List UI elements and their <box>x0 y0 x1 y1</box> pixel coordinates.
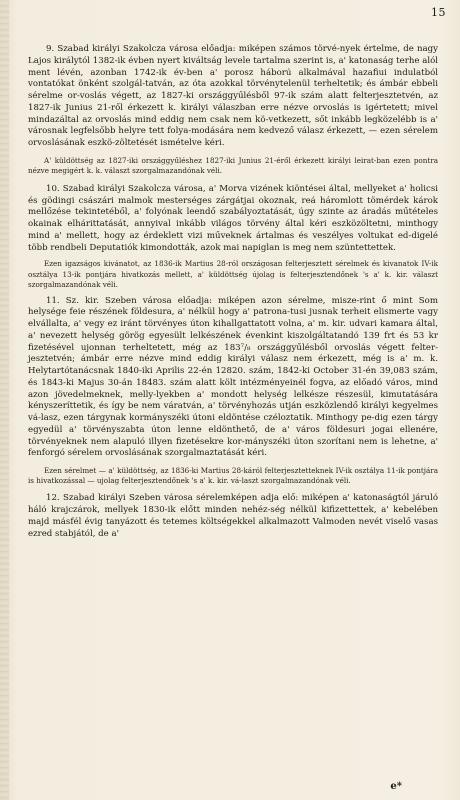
page-binding-edge <box>0 0 9 800</box>
entry-9-text: 9. Szabad királyi Szakolcza városa előadja: miképen számos törvé-nyek értelme, de nagy Lajos királytól 1382-ik évben nyert kiváltság levele tartalma szerint is, a' katonaság terhe alól ment lévén, azonban 1742-ik év-ben a' porosz háború alkalmával hazafiui indulatból vontatókat önként szolgál-tatván, az óta azokkal törvénytelenül terheltetik; és ámbár ebbeli sérelme or-voslás végett, az 1827-ki országgyűlésből 97-ik szám alatt felterjesztetvén, az 1827-ik Junius 21-ről érkezett k. királyi válaszban erre nézve orvoslás is igértetett; mivel mindazáltal az orvoslás mind eddig nem csak nem kö-vetkezett, sőt inkább legközelébb is a' városnak legfelsőbb helyre tett folya-modására nem kedvező válasz érkezett, — ezen sérelem orvoslásának eszkö-zöltetését ismételve kéri. <box>28 44 438 148</box>
entry-11-committee-note: Ezen sérelmet — a' küldöttség, az 1836-ki Martius 28-káról felterjesztetteknek IV-ik osztálya 11-ik pontjára is hivatkozással — ujolag felterjesztendőnek 's a' k. kir. vá-laszt szorgalmazandónak véli. <box>28 466 438 486</box>
entry-11-text: 11. Sz. kir. Szeben városa előadja: miképen azon sérelme, misze-rint ő mint Som helysége feie részének földesura, a' nélkül hogy a' patrona-tusi jusnak terheit elismerte vagy elvállalta, a' vegy ez iránt törvényes úton kihallgattatott volna, a' m. kir. udvari kamara által, a' nevezett helység görög egyesült lelkészének évenkint kiszolgáltatandó 139 frt és 53 kr fizetésével ujonnan terheltetett, még az 183⁷/₈ országgyűlésből orvoslás végett felter-jesztetvén; ámbár erre nézve mind eddig királyi válasz nem érkezett, még is a' m. k. Helytartótanácsnak 1840-iki Aprilis 22-én 12820. szám, 1842-ki October 31-én 39,083 szám, és 1843-ki Majus 30-án 18483. szám alatt költ intézményeinél fogva, az előadó város, mind azon jövedelmeknek, melly-lyekben a' mondott helység lelkésze részesül, kimutatására kényszeríttetik, és így be nem váratván, a' törvényhozás utján eszközlendő királyi kegyelmes vá-lasz, ezen tárgynak kormányszéki útoni eldöntése czéloztatik. Minthogy pe-dig ezen tárgy egyedül a' törvényszabta úton lenne eldönthető, de a' város földesuri jogai ellenére, törvényeknek nem alapuló illyen fizetésekre kor-mányszéki úton szorítani nem is lehetne, a' fenforgó sérelem orvoslásának szorgalmaztatását kéri. <box>28 295 438 459</box>
entry-10-committee-note: Ezen igazságos kivánatot, az 1836-ik Martius 28-ról országosan felterjesztett sérelmek és kivanatok IV-ik osztálya 13-ik pontjára hivatkozás mellett, a' küldöttség újolag is felterjesztendőnek 's a' k. kir. választ szorgalmazandónak véli. <box>28 259 438 289</box>
entry-9-committee-note: A' küldöttség az 1827-iki országgyűléshez 1827-iki Junius 21-éről érkezett királyi leirat-ban ezen pontra nézve megigért k. k. választ szorgalmazandónak véli. <box>28 155 438 175</box>
signature-mark: e* <box>390 781 402 792</box>
entry-10-text: 10. Szabad királyi Szakolcza városa, a' Morva vizének kiöntései által, mellyeket a' holicsi és gödingi császári malmok mesterséges zárgátjai okoznak, reá háromlott tömérdek károk mellőzése tekintetéből, a' folyónak leendő szabályoztatását, úgy szinte az áradás műtételes okainak elhárittatását, annyival inkább világos törvény által kéri eszközöltetni, minthogy mind a' mellett, hogy az érdeklett vizi műveknek ártalmas és veszélyes voltukat ed-digelé több rendbeli Deputatiók kimondották, azok mai napiglan is meg nem szüntettettek. <box>28 183 438 253</box>
entry-12-text: 12. Szabad királyi Szeben városa sérelemképen adja elő: miképen a' katonaságtól járuló háló krajczárok, mellyek 1830-ik előtt minden nehéz-ség nélkül kifizettettek, a' kebelében majd másfél évig tanyázott és tetemes költségekkel alkalmazott Valmoden nevét viselő vasas ezred stabjától, de a' <box>28 493 438 539</box>
page-number: 15 <box>431 6 446 19</box>
page-content <box>28 44 438 540</box>
